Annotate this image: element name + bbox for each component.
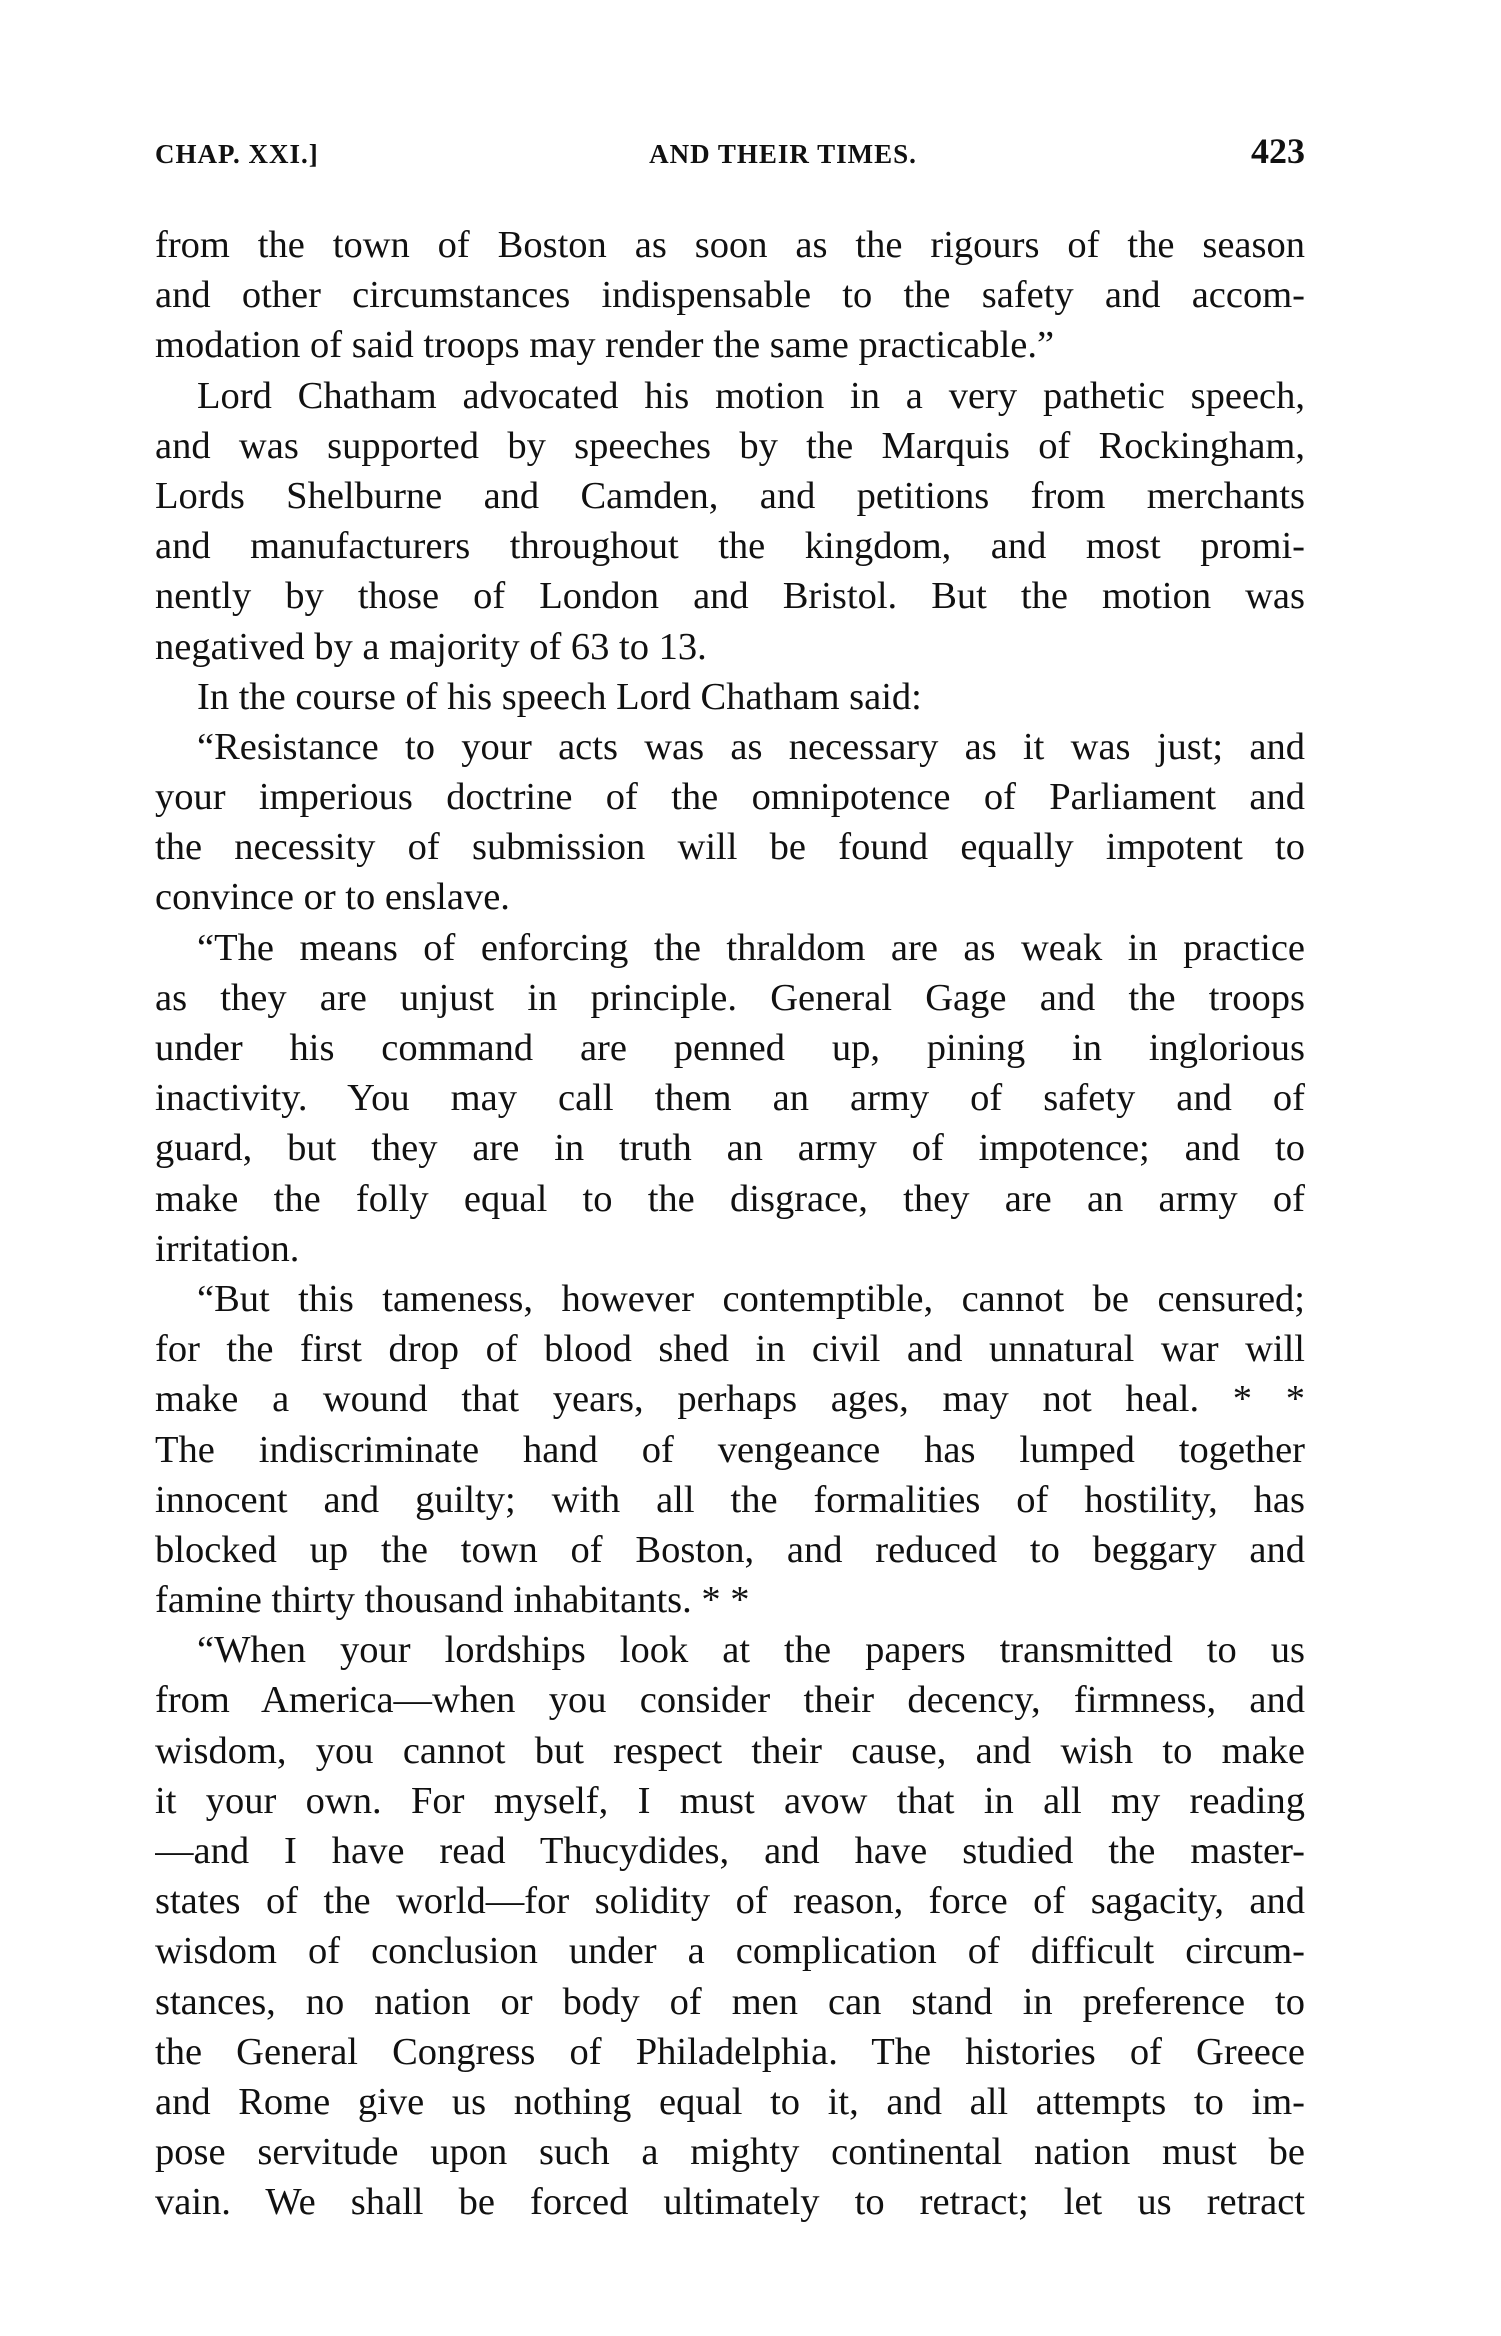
text-line: “Resistance to your acts was as necessary as it was just; and <box>197 725 1305 768</box>
text-line: make a wound that years, perhaps ages, may not heal. * * <box>155 1378 1305 1421</box>
text-line: it your own. For myself, I must avow that in all my reading <box>155 1779 1305 1822</box>
text-line: In the course of his speech Lord Chatham said: <box>197 675 922 718</box>
text-line: convince or to enslave. <box>155 876 510 919</box>
text-line: wisdom of conclusion under a complication of difficult circum- <box>155 1930 1305 1973</box>
text-line: as they are unjust in principle. General Gage and the troops <box>155 976 1305 1019</box>
text-line: states of the world—for solidity of reason, force of sagacity, and <box>155 1880 1305 1923</box>
running-head <box>155 130 1305 182</box>
text-line: the General Congress of Philadelphia. The histories of Greece <box>155 2030 1305 2073</box>
text-line: wisdom, you cannot but respect their cause, and wish to make <box>155 1729 1305 1772</box>
running-title: AND THEIR TIMES. <box>649 139 917 169</box>
text-line: famine thirty thousand inhabitants. * * <box>155 1579 750 1622</box>
text-line: negatived by a majority of 63 to 13. <box>155 625 707 668</box>
text-line: from America—when you consider their decency, firmness, and <box>155 1679 1305 1722</box>
text-line: the necessity of submission will be found equally impotent to <box>155 826 1305 869</box>
body-text <box>155 220 1305 2228</box>
chapter-label: CHAP. XXI.] <box>155 139 319 169</box>
text-line: “When your lordships look at the papers transmitted to us <box>197 1629 1305 1672</box>
text-line: make the folly equal to the disgrace, they are an army of <box>155 1177 1305 1220</box>
text-line: blocked up the town of Boston, and reduced to beggary and <box>155 1528 1305 1571</box>
text-line: “The means of enforcing the thraldom are as weak in practice <box>197 926 1305 969</box>
book-page <box>155 130 1305 2228</box>
text-line: from the town of Boston as soon as the rigours of the season <box>155 224 1305 266</box>
text-line: your imperious doctrine of the omnipotence of Parliament and <box>155 776 1305 819</box>
text-line: and Rome give us nothing equal to it, and all attempts to im- <box>155 2080 1305 2123</box>
text-line: under his command are penned up, pining in inglorious <box>155 1027 1305 1069</box>
text-line: and was supported by speeches by the Marquis of Rockingham, <box>155 424 1305 467</box>
text-line: stances, no nation or body of men can stand in preference to <box>155 1980 1305 2023</box>
text-line: inactivity. You may call them an army of safety and of <box>155 1077 1305 1120</box>
text-line: The indiscriminate hand of vengeance has lumped together <box>155 1428 1305 1471</box>
text-line: pose servitude upon such a mighty continental nation must be <box>155 2131 1305 2174</box>
page-number: 423 <box>1251 131 1305 171</box>
text-line: “But this tameness, however contemptible, cannot be censured; <box>197 1277 1305 1320</box>
text-line: for the first drop of blood shed in civil and unnatural war will <box>155 1328 1305 1371</box>
text-line: Lord Chatham advocated his motion in a very pathetic speech, <box>197 374 1305 417</box>
text-line: innocent and guilty; with all the formalities of hostility, has <box>155 1478 1305 1521</box>
text-line: vain. We shall be forced ultimately to retract; let us retract <box>155 2181 1305 2224</box>
text-line: Lords Shelburne and Camden, and petitions from merchants <box>155 474 1305 517</box>
text-line: —and I have read Thucydides, and have studied the master- <box>155 1830 1305 1872</box>
text-line: modation of said troops may render the same practicable.” <box>155 324 1055 367</box>
text-line: guard, but they are in truth an army of impotence; and to <box>155 1127 1305 1170</box>
text-line: and other circumstances indispensable to the safety and accom- <box>155 274 1305 317</box>
text-line: nently by those of London and Bristol. But the motion was <box>155 575 1305 618</box>
text-line: and manufacturers throughout the kingdom, and most promi- <box>155 525 1305 568</box>
text-line: irritation. <box>155 1227 300 1270</box>
